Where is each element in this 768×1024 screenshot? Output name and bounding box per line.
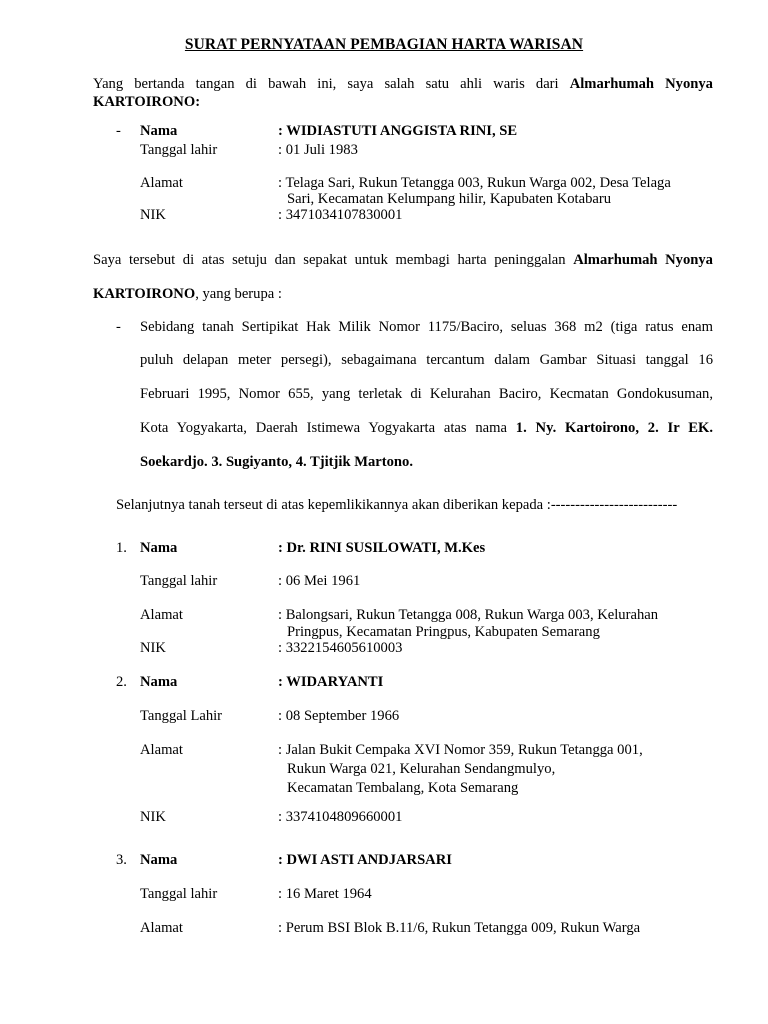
intro-deceased-name: Almarhumah Nyonya: [569, 76, 713, 92]
declarant-bullet: -: [116, 123, 121, 139]
heir-1-number: 1.: [116, 540, 127, 556]
intro-line-1: [93, 76, 713, 93]
heir-1-name-value: : Dr. RINI SUSILOWATI, M.Kes: [278, 540, 486, 556]
heir-2-dob-label: Tanggal Lahir: [140, 708, 223, 724]
declarant-address-label: Alamat: [140, 175, 183, 191]
heir-2-address-line-3: Kecamatan Tembalang, Kota Semarang: [287, 780, 519, 796]
heir-2-name-value: : WIDARYANTI: [278, 674, 384, 690]
heir-3-number: 3.: [116, 852, 127, 868]
agreement-line-2: [93, 286, 282, 303]
heir-1-nik-value: : 3322154605610003: [278, 640, 403, 656]
heir-3-name-label: Nama: [140, 852, 178, 868]
heir-3-name-value: : DWI ASTI ANDJARSARI: [278, 852, 452, 868]
heir-1-dob-value: : 06 Mei 1961: [278, 573, 361, 589]
heir-2-nik-value: : 3374104809660001: [278, 809, 403, 825]
declarant-dob-label: Tanggal lahir: [140, 142, 218, 158]
property-line-2: puluh delapan meter persegi), sebagaimana tercantum dalam Gambar Situasi tanggal 16: [140, 352, 713, 368]
declarant-nik-label: NIK: [140, 207, 166, 223]
declarant-address-line-1: : Telaga Sari, Rukun Tetangga 003, Rukun Warga 002, Desa Telaga: [278, 175, 671, 191]
transfer-statement: Selanjutnya tanah terseut di atas kepemlikikannya akan diberikan kepada :--------------------------: [116, 497, 678, 513]
declarant-name-label: Nama: [140, 123, 178, 139]
property-owners: 1. Ny. Kartoirono, 2. Ir EK.: [515, 420, 713, 436]
heir-3-address-label: Alamat: [140, 920, 183, 936]
agreement-text: Saya tersebut di atas setuju dan sepakat untuk membagi harta peninggalan: [93, 252, 566, 268]
intro-text: Yang bertanda tangan di bawah ini, saya salah satu ahli waris dari: [93, 76, 559, 92]
heir-1-name-label: Nama: [140, 540, 178, 556]
declarant-dob-value: : 01 Juli 1983: [278, 142, 358, 158]
agreement-line-1: [93, 252, 713, 269]
heir-2-address-line-1: : Jalan Bukit Cempaka XVI Nomor 359, Rukun Tetangga 001,: [278, 742, 643, 758]
agreement-text-end: , yang berupa :: [195, 286, 282, 302]
agreement-deceased-surname: KARTOIRONO: [93, 286, 196, 302]
heir-2-address-label: Alamat: [140, 742, 183, 758]
heir-1-nik-label: NIK: [140, 640, 166, 656]
property-owners-cont: Soekardjo. 3. Sugiyanto, 4. Tjitjik Martono.: [140, 454, 413, 470]
property-bullet: -: [116, 319, 121, 335]
heir-2-name-label: Nama: [140, 674, 178, 690]
document-title: SURAT PERNYATAAN PEMBAGIAN HARTA WARISAN: [184, 36, 584, 53]
property-line-1: Sebidang tanah Sertipikat Hak Milik Nomor 1175/Baciro, seluas 368 m2 (tiga ratus enam: [140, 319, 713, 335]
property-line-4-text: Kota Yogyakarta, Daerah Istimewa Yogyakarta atas nama: [140, 420, 507, 436]
heir-2-address-line-2: Rukun Warga 021, Kelurahan Sendangmulyo,: [287, 761, 556, 777]
property-line-3: Februari 1995, Nomor 655, yang terletak di Kelurahan Baciro, Kecmatan Gondokusuman,: [140, 386, 713, 402]
intro-deceased-surname: KARTOIRONO:: [93, 94, 201, 110]
agreement-deceased-name: Almarhumah Nyonya: [573, 252, 713, 268]
heir-3-dob-label: Tanggal lahir: [140, 886, 218, 902]
declarant-name-value: : WIDIASTUTI ANGGISTA RINI, SE: [278, 123, 518, 139]
heir-2-number: 2.: [116, 674, 127, 690]
heir-3-address-line-1: : Perum BSI Blok B.11/6, Rukun Tetangga 009, Rukun Warga: [278, 920, 641, 936]
heir-1-address-label: Alamat: [140, 607, 183, 623]
declarant-address-line-2: Sari, Kecamatan Kelumpang hilir, Kapubaten Kotabaru: [287, 191, 612, 207]
heir-1-dob-label: Tanggal lahir: [140, 573, 218, 589]
heir-3-dob-value: : 16 Maret 1964: [278, 886, 372, 902]
heir-2-nik-label: NIK: [140, 809, 166, 825]
heir-1-address-line-2: Pringpus, Kecamatan Pringpus, Kabupaten Semarang: [287, 624, 600, 640]
heir-1-address-line-1: : Balongsari, Rukun Tetangga 008, Rukun Warga 003, Kelurahan: [278, 607, 659, 623]
heir-2-dob-value: : 08 September 1966: [278, 708, 400, 724]
property-line-4: [140, 420, 713, 437]
declarant-nik-value: : 3471034107830001: [278, 207, 403, 223]
